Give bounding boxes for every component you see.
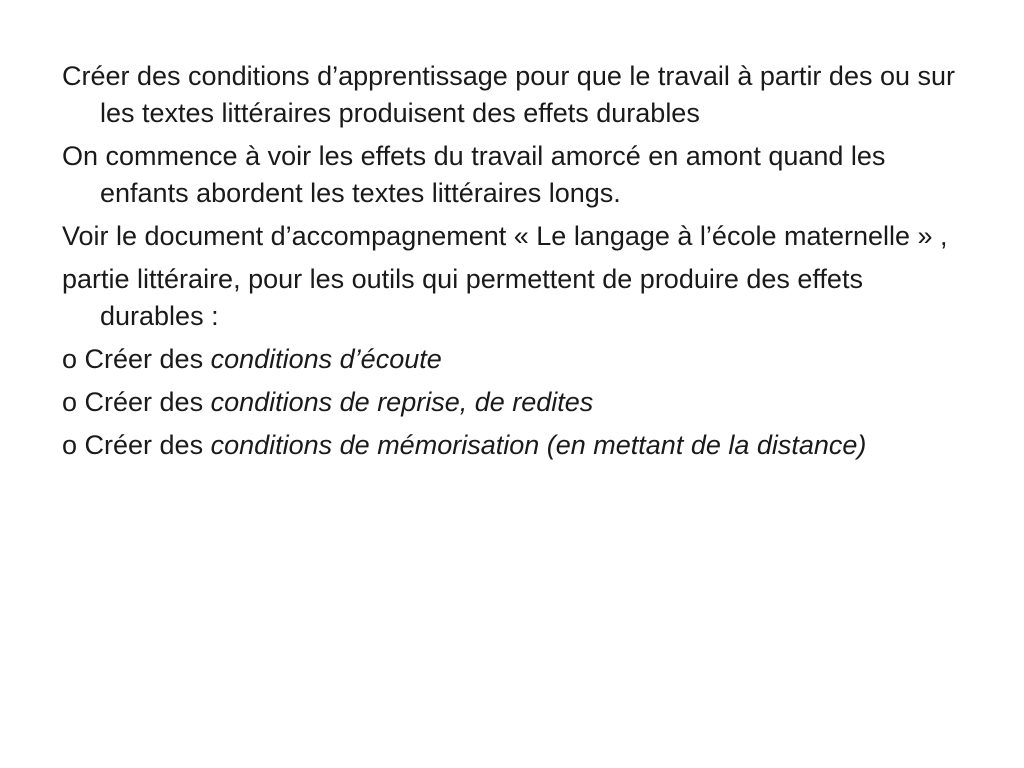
list-item-ecoute: [62, 341, 962, 378]
paragraph-effets-travail: On commence à voir les effets du travail amorcé en amont quand les enfants abordent les textes littéraires longs.: [62, 141, 886, 208]
paragraph-document-accompagnement: Voir le document d’accompagnement « Le langage à l’école maternelle » ,: [62, 221, 948, 251]
slide-body: [62, 58, 962, 470]
list-item-emphasis: conditions d’écoute: [210, 344, 442, 374]
paragraph-conditions-apprentissage: Créer des conditions d’apprentissage pour que le travail à partir des ou sur les textes littéraires produisent des effets durables: [62, 61, 956, 128]
list-item-prefix: o Créer des: [62, 430, 211, 460]
paragraph-partie-litteraire: partie littéraire, pour les outils qui permettent de produire des effets durables :: [62, 264, 863, 331]
list-item-prefix: o Créer des: [62, 387, 211, 417]
list-item-prefix: o Créer des: [62, 344, 211, 374]
list-item-emphasis: conditions de reprise, de redites: [210, 387, 594, 417]
list-item-reprise: [62, 384, 962, 421]
list-item-emphasis: conditions de mémorisation (en mettant de la distance): [210, 430, 867, 460]
list-item-memorisation: [62, 427, 962, 464]
